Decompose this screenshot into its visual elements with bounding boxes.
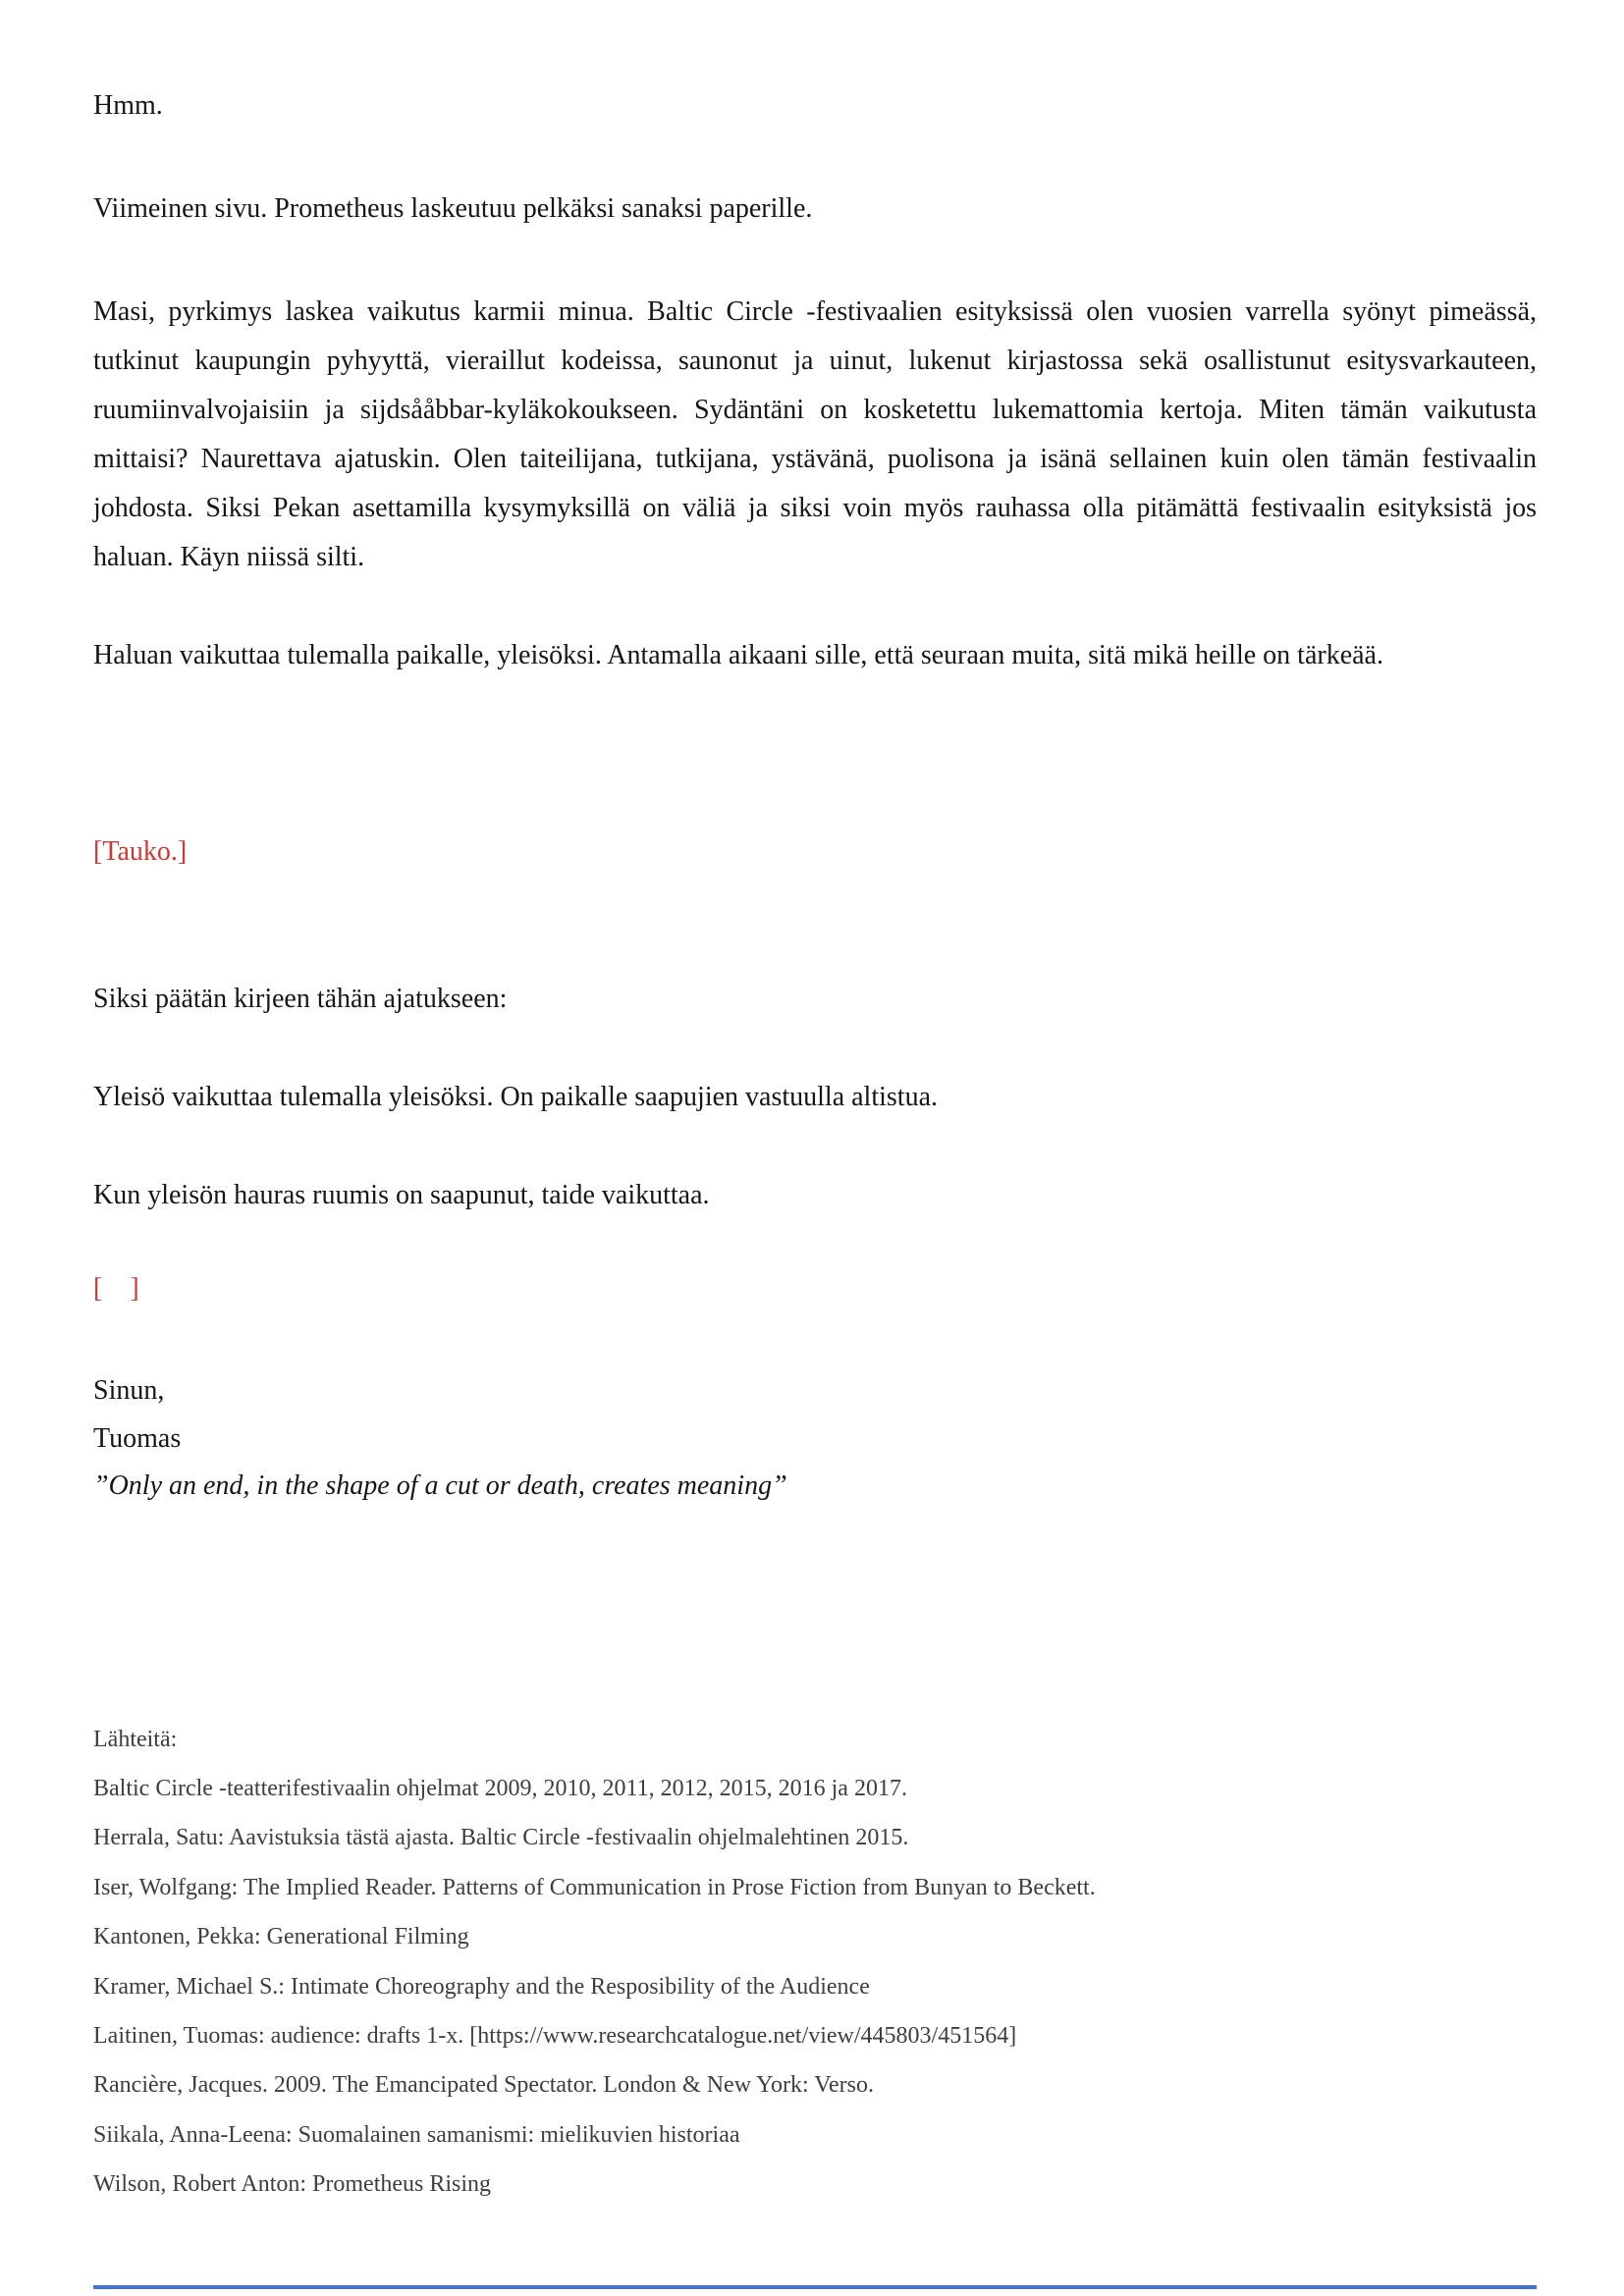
signoff-line: Sinun, (93, 1375, 165, 1406)
signature-block (93, 1367, 1537, 1511)
reference-kantonen: Kantonen, Pekka: Generational Filming (93, 1924, 469, 1950)
footer-divider-line (93, 2285, 1537, 2289)
stage-direction-tauko: [Tauko.] (93, 836, 188, 867)
reference-laitinen: Laitinen, Tuomas: audience: drafts 1-x. [https://www.researchcatalogue.net/view/445803/451564] (93, 2023, 1017, 2050)
references-heading: Lähteitä: (93, 1727, 178, 1752)
reference-kramer: Kramer, Michael S.: Intimate Choreography and the Resposibility of the Audience (93, 1973, 870, 2000)
reference-siikala: Siikala, Anna-Leena: Suomalainen samanismi: mielikuvien historiaa (93, 2121, 740, 2148)
paragraph-kun: Kun yleisön hauras ruumis on saapunut, taide vaikuttaa. (93, 1180, 710, 1210)
paragraph-last-page: Viimeinen sivu. Prometheus laskeutuu pelkäksi sanaksi paperille. (93, 193, 813, 224)
references-list (93, 1764, 1537, 2210)
reference-baltic-circle-programs: Baltic Circle -teatterifestivaalin ohjelmat 2009, 2010, 2011, 2012, 2015, 2016 ja 2017. (93, 1776, 907, 1801)
signature-name: Tuomas (93, 1422, 182, 1454)
reference-wilson: Wilson, Robert Anton: Prometheus Rising (93, 2171, 492, 2198)
paragraph-hmm: Hmm. (93, 90, 163, 121)
paragraph-yleiso: Yleisö vaikuttaa tulemalla yleisöksi. On paikalle saapujien vastuulla altistua. (93, 1082, 939, 1112)
paragraph-siksi: Siksi päätän kirjeen tähän ajatukseen: (93, 984, 508, 1014)
reference-iser: Iser, Wolfgang: The Implied Reader. Patterns of Communication in Prose Fiction from Bunyan to Beckett. (93, 1874, 1096, 1900)
paragraph-masi: Masi, pyrkimys laskea vaikutus karmii minua. Baltic Circle -festivaalien esityksissä olen vuosien varrella syönyt pimeässä, tutkinut kaupungin pyhyyttä, vieraillut kodeissa, saunonut ja uinut, lukenut kirjastossa sekä osallistunut esitysvarkauteen, ruumiinvalvojaisiin ja sijdsååbbar-kyläkokoukseen. Sydäntäni on kosketettu lukemattomia kertoja. Miten tämän vaikutusta mittaisi? Naurettava ajatuskin. Olen taiteilijana, tutkijana, ystävänä, puolisona ja isänä sellainen kuin olen tämän festivaalin johdosta. Siksi Pekan asettamilla kysymyksillä on väliä ja siksi voin myös rauhassa olla pitämättä festivaalin esityksistä jos haluan. Käyn niissä silti. (93, 296, 1537, 572)
stage-direction-empty-brackets: [ ] (93, 1273, 139, 1304)
closing-quote: ”Only an end, in the shape of a cut or death, creates meaning” (93, 1470, 787, 1501)
reference-ranciere: Rancière, Jacques. 2009. The Emancipated Spectator. London & New York: Verso. (93, 2072, 874, 2099)
reference-herrala: Herrala, Satu: Aavistuksia tästä ajasta. Baltic Circle -festivaalin ohjelmalehtinen 2015. (93, 1825, 909, 1851)
paragraph-haluan: Haluan vaikuttaa tulemalla paikalle, yleisöksi. Antamalla aikaani sille, että seuraan muita, sitä mikä heille on tärkeää. (93, 640, 1383, 670)
